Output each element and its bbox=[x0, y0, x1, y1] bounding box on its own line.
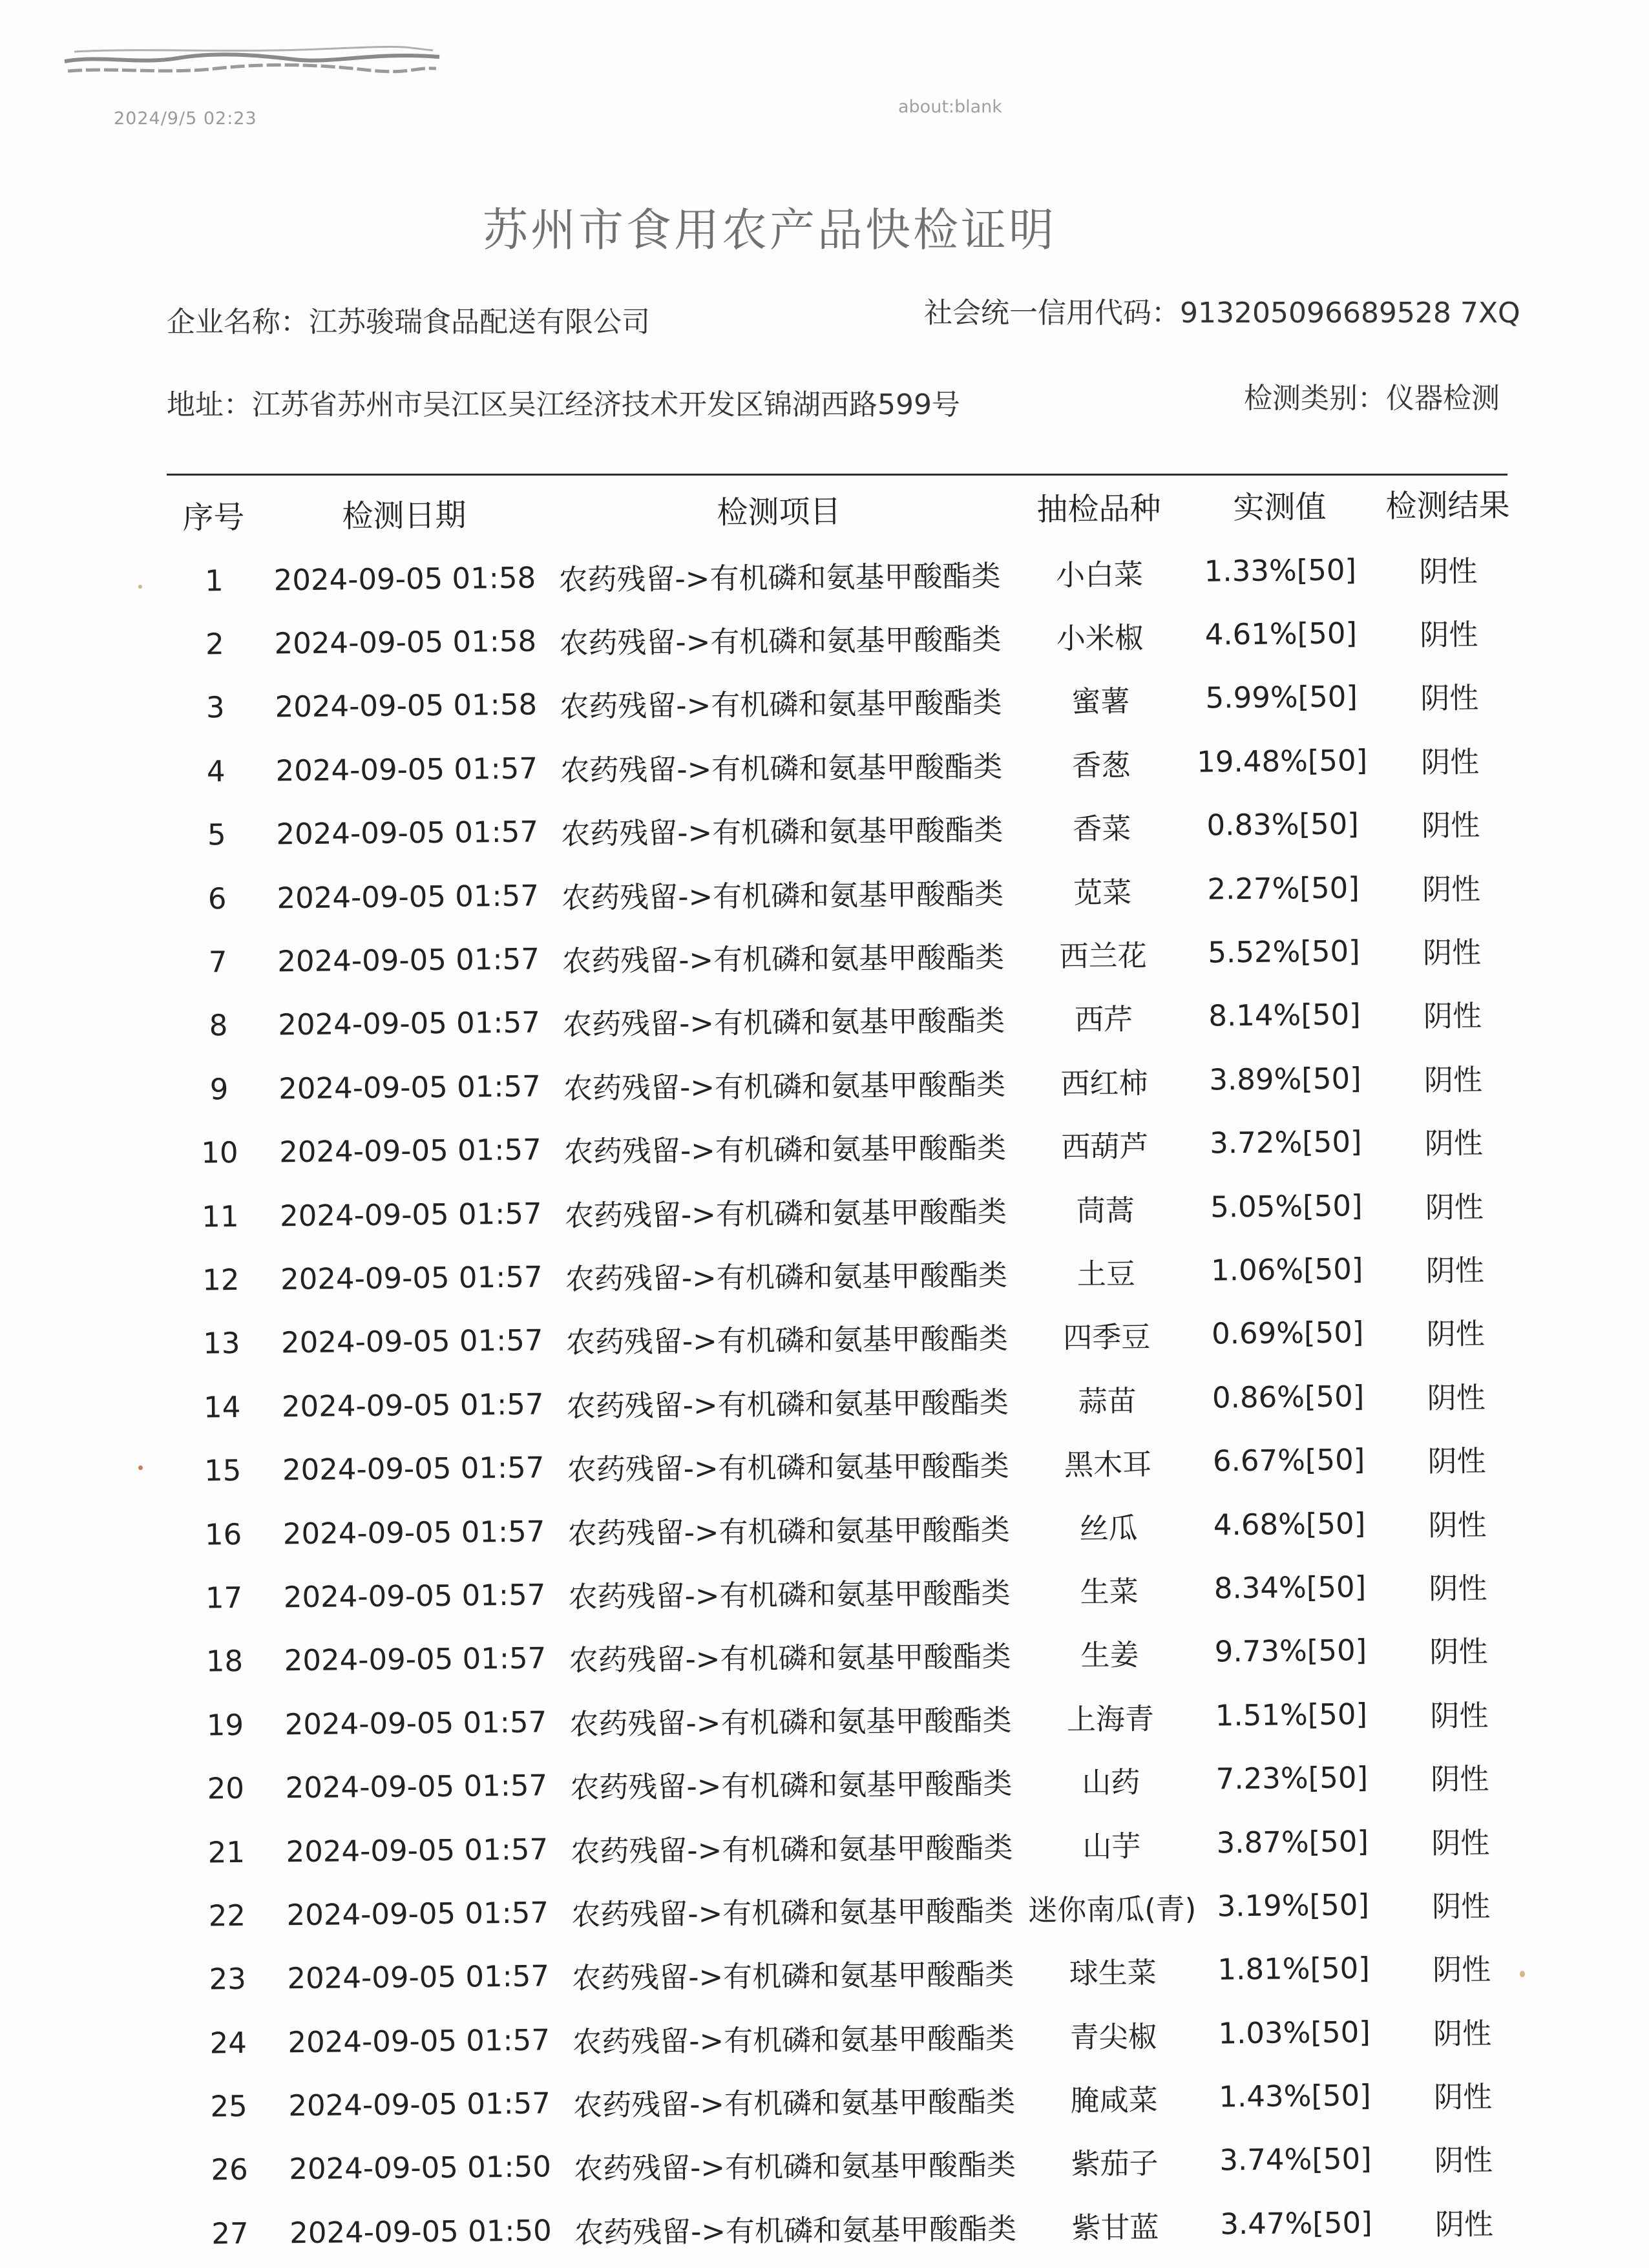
test-category-field bbox=[1244, 375, 1500, 416]
row-result: 阴性 bbox=[1430, 1698, 1489, 1734]
row-value: 1.06%[50] bbox=[1210, 1252, 1363, 1288]
row-variety: 山芋 bbox=[1082, 1829, 1141, 1864]
row-date: 2024-09-05 01:57 bbox=[278, 1005, 541, 1042]
row-result: 阴性 bbox=[1425, 1253, 1485, 1288]
row-result: 阴性 bbox=[1422, 935, 1482, 971]
table-body bbox=[165, 536, 1539, 2266]
row-result: 阴性 bbox=[1421, 808, 1480, 843]
row-value: 1.03%[50] bbox=[1218, 2014, 1371, 2051]
row-item: 农药残留->有机磷和氨基甲酸酯类 bbox=[561, 812, 1003, 852]
row-value: 8.34%[50] bbox=[1213, 1570, 1367, 1606]
row-index: 8 bbox=[209, 1008, 228, 1043]
row-result: 阴性 bbox=[1426, 1316, 1486, 1352]
row-item: 农药残留->有机磷和氨基甲酸酯类 bbox=[572, 2084, 1016, 2123]
header-date: 检测日期 bbox=[342, 497, 467, 535]
row-index: 25 bbox=[210, 2088, 248, 2124]
row-item: 农药残留->有机磷和氨基甲酸酯类 bbox=[572, 2021, 1015, 2059]
row-variety: 蒜苗 bbox=[1078, 1383, 1137, 1419]
row-variety: 小白菜 bbox=[1055, 557, 1144, 593]
row-value: 5.52%[50] bbox=[1208, 934, 1360, 970]
row-index: 13 bbox=[202, 1326, 240, 1361]
row-variety: 丝瓜 bbox=[1079, 1511, 1138, 1546]
row-item: 农药残留->有机磷和氨基甲酸酯类 bbox=[561, 876, 1004, 915]
row-index: 23 bbox=[209, 1962, 247, 1997]
row-date: 2024-09-05 01:57 bbox=[285, 1768, 548, 1805]
row-result: 阴性 bbox=[1433, 2016, 1492, 2051]
row-date: 2024-09-05 01:57 bbox=[279, 1196, 542, 1233]
row-variety: 西兰花 bbox=[1059, 938, 1147, 974]
row-index: 3 bbox=[205, 690, 225, 725]
row-date: 2024-09-05 01:57 bbox=[284, 1705, 547, 1742]
row-index: 12 bbox=[202, 1262, 240, 1297]
row-result: 阴性 bbox=[1433, 2079, 1493, 2115]
credit-code-value: 913205096689528 7XQ bbox=[1180, 297, 1520, 330]
row-date: 2024-09-05 01:57 bbox=[275, 751, 538, 788]
row-result: 阴性 bbox=[1425, 1190, 1484, 1224]
row-item: 农药残留->有机磷和氨基甲酸酯类 bbox=[573, 2147, 1016, 2187]
row-value: 6.67%[50] bbox=[1212, 1442, 1365, 1478]
row-result: 阴性 bbox=[1431, 1761, 1489, 1797]
row-variety: 茼蒿 bbox=[1076, 1193, 1135, 1228]
row-date: 2024-09-05 01:57 bbox=[281, 1387, 544, 1424]
row-index: 18 bbox=[205, 1644, 244, 1679]
row-value: 5.99%[50] bbox=[1205, 679, 1358, 716]
header-variety: 抽检品种 bbox=[1036, 490, 1161, 529]
row-date: 2024-09-05 01:57 bbox=[277, 941, 540, 979]
scan-speck bbox=[138, 1465, 143, 1470]
row-item: 农药残留->有机磷和氨基甲酸酯类 bbox=[571, 1893, 1014, 1932]
row-item: 农药残留->有机磷和氨基甲酸酯类 bbox=[565, 1321, 1009, 1360]
row-value: 0.86%[50] bbox=[1212, 1379, 1365, 1415]
row-date: 2024-09-05 01:57 bbox=[287, 1958, 550, 1996]
row-index: 24 bbox=[209, 2025, 247, 2061]
row-value: 2.27%[50] bbox=[1207, 870, 1360, 907]
print-url: about:blank bbox=[898, 97, 1002, 117]
row-date: 2024-09-05 01:57 bbox=[280, 1323, 543, 1360]
row-result: 阴性 bbox=[1431, 1889, 1491, 1924]
row-value: 3.47%[50] bbox=[1220, 2205, 1372, 2242]
row-variety: 紫甘蓝 bbox=[1071, 2210, 1159, 2245]
row-date: 2024-09-05 01:58 bbox=[273, 560, 536, 598]
row-item: 农药残留->有机磷和氨基甲酸酯类 bbox=[562, 1003, 1005, 1042]
row-variety: 山药 bbox=[1082, 1765, 1140, 1800]
row-variety: 四季豆 bbox=[1063, 1319, 1151, 1356]
row-value: 4.68%[50] bbox=[1213, 1506, 1366, 1542]
document-title: 苏州市食用农产品快检证明 bbox=[483, 204, 1056, 257]
row-result: 阴性 bbox=[1428, 1507, 1487, 1542]
row-value: 3.74%[50] bbox=[1219, 2141, 1372, 2178]
row-result: 阴性 bbox=[1432, 1952, 1491, 1988]
row-result: 阴性 bbox=[1434, 2207, 1494, 2242]
row-index: 9 bbox=[209, 1071, 229, 1107]
row-value: 1.43%[50] bbox=[1219, 2078, 1371, 2114]
row-index: 21 bbox=[207, 1834, 246, 1869]
row-value: 3.87%[50] bbox=[1216, 1823, 1369, 1860]
row-value: 0.83%[50] bbox=[1206, 806, 1360, 843]
row-date: 2024-09-05 01:57 bbox=[286, 1895, 549, 1933]
row-result: 阴性 bbox=[1423, 1062, 1483, 1098]
company-label: 企业名称： bbox=[167, 306, 309, 339]
row-variety: 上海青 bbox=[1066, 1701, 1155, 1737]
scan-speck bbox=[138, 585, 142, 589]
row-value: 1.33%[50] bbox=[1204, 552, 1357, 589]
header-value: 实测值 bbox=[1233, 488, 1327, 527]
row-item: 农药残留->有机磷和氨基甲酸酯类 bbox=[560, 749, 1003, 788]
row-index: 16 bbox=[204, 1517, 242, 1552]
header-result: 检测结果 bbox=[1385, 487, 1510, 525]
row-item: 农药残留->有机磷和氨基甲酸酯类 bbox=[567, 1512, 1010, 1551]
row-result: 阴性 bbox=[1420, 617, 1478, 653]
row-variety: 香菜 bbox=[1072, 811, 1131, 846]
row-item: 农药残留->有机磷和氨基甲酸酯类 bbox=[563, 1067, 1006, 1106]
address-field bbox=[167, 381, 960, 423]
row-value: 7.23%[50] bbox=[1215, 1760, 1369, 1796]
row-index: 15 bbox=[204, 1453, 242, 1488]
row-value: 8.14%[50] bbox=[1208, 997, 1361, 1033]
credit-code-field bbox=[924, 289, 1520, 331]
row-index: 27 bbox=[211, 2216, 249, 2251]
header-item: 检测项目 bbox=[717, 493, 841, 531]
row-index: 10 bbox=[201, 1135, 238, 1170]
row-item: 农药残留->有机磷和氨基甲酸酯类 bbox=[574, 2211, 1017, 2250]
row-value: 3.19%[50] bbox=[1217, 1887, 1370, 1924]
row-item: 农药残留->有机磷和氨基甲酸酯类 bbox=[559, 622, 1002, 661]
row-date: 2024-09-05 01:57 bbox=[288, 2086, 551, 2123]
row-variety: 生菜 bbox=[1080, 1574, 1139, 1610]
row-item: 农药残留->有机磷和氨基甲酸酯类 bbox=[565, 1257, 1008, 1297]
row-result: 阴性 bbox=[1431, 1825, 1490, 1860]
row-date: 2024-09-05 01:57 bbox=[277, 878, 540, 916]
row-result: 阴性 bbox=[1422, 872, 1481, 907]
row-item: 农药残留->有机磷和氨基甲酸酯类 bbox=[560, 686, 1002, 724]
row-value: 0.69%[50] bbox=[1211, 1315, 1364, 1351]
row-result: 阴性 bbox=[1434, 2143, 1493, 2178]
row-item: 农药残留->有机磷和氨基甲酸酯类 bbox=[569, 1639, 1011, 1678]
table-row bbox=[182, 2189, 1539, 2266]
row-variety: 西红柿 bbox=[1060, 1066, 1148, 1101]
row-result: 阴性 bbox=[1427, 1444, 1486, 1479]
address-label: 地址： bbox=[167, 388, 252, 421]
row-value: 9.73%[50] bbox=[1214, 1633, 1367, 1669]
row-index: 11 bbox=[202, 1199, 239, 1234]
row-variety: 香葱 bbox=[1072, 748, 1131, 783]
row-value: 5.05%[50] bbox=[1210, 1188, 1363, 1224]
header-index: 序号 bbox=[182, 499, 245, 536]
row-result: 阴性 bbox=[1420, 680, 1479, 716]
row-result: 阴性 bbox=[1420, 744, 1480, 780]
row-item: 农药残留->有机磷和氨基甲酸酯类 bbox=[563, 1130, 1007, 1170]
row-index: 5 bbox=[207, 817, 226, 852]
company-name: 江苏骏瑞食品配送有限公司 bbox=[309, 306, 650, 339]
row-index: 6 bbox=[207, 881, 227, 916]
row-variety: 紫茄子 bbox=[1071, 2146, 1159, 2182]
row-date: 2024-09-05 01:50 bbox=[289, 2213, 552, 2251]
row-variety: 苋菜 bbox=[1073, 875, 1132, 910]
row-date: 2024-09-05 01:57 bbox=[284, 1641, 547, 1678]
row-date: 2024-09-05 01:57 bbox=[283, 1577, 546, 1615]
row-variety: 西葫芦 bbox=[1061, 1129, 1149, 1164]
row-item: 农药残留->有机磷和氨基甲酸酯类 bbox=[564, 1194, 1007, 1233]
row-date: 2024-09-05 01:57 bbox=[280, 1259, 543, 1297]
row-variety: 球生菜 bbox=[1069, 1955, 1157, 1991]
row-date: 2024-09-05 01:57 bbox=[276, 814, 539, 852]
inspection-table bbox=[165, 468, 1539, 2266]
row-variety: 小米椒 bbox=[1056, 620, 1144, 656]
scan-speck bbox=[1520, 1971, 1525, 1977]
row-item: 农药残留->有机磷和氨基甲酸酯类 bbox=[569, 1703, 1012, 1741]
row-date: 2024-09-05 01:50 bbox=[289, 2149, 552, 2187]
row-index: 4 bbox=[206, 753, 226, 789]
row-item: 农药残留->有机磷和氨基甲酸酯类 bbox=[571, 1830, 1013, 1869]
row-variety: 西芹 bbox=[1074, 1002, 1133, 1037]
row-value: 19.48%[50] bbox=[1197, 743, 1368, 779]
row-date: 2024-09-05 01:57 bbox=[288, 2022, 551, 2059]
row-value: 1.51%[50] bbox=[1215, 1696, 1368, 1733]
row-date: 2024-09-05 01:57 bbox=[282, 1450, 545, 1487]
redacted-scribble bbox=[61, 39, 443, 84]
row-result: 阴性 bbox=[1424, 1126, 1484, 1161]
print-timestamp: 2024/9/5 02:23 bbox=[114, 109, 257, 129]
row-variety: 蜜薯 bbox=[1071, 684, 1130, 720]
credit-code-label: 社会统一信用代码： bbox=[924, 297, 1180, 330]
row-item: 农药残留->有机磷和氨基甲酸酯类 bbox=[558, 558, 1001, 597]
row-item: 农药残留->有机磷和氨基甲酸酯类 bbox=[567, 1448, 1009, 1487]
row-index: 22 bbox=[208, 1898, 246, 1933]
row-index: 26 bbox=[211, 2152, 248, 2187]
row-index: 14 bbox=[203, 1389, 241, 1425]
address-value: 江苏省苏州市吴江区吴江经济技术开发区锦湖西路599号 bbox=[252, 388, 960, 421]
row-index: 7 bbox=[208, 945, 227, 980]
row-result: 阴性 bbox=[1429, 1634, 1488, 1670]
row-result: 阴性 bbox=[1427, 1380, 1486, 1416]
row-variety: 腌咸菜 bbox=[1070, 2083, 1158, 2118]
row-date: 2024-09-05 01:58 bbox=[274, 624, 537, 661]
row-item: 农药残留->有机磷和氨基甲酸酯类 bbox=[570, 1766, 1013, 1805]
row-index: 19 bbox=[206, 1707, 244, 1743]
row-item: 农药残留->有机磷和氨基甲酸酯类 bbox=[568, 1575, 1011, 1615]
row-item: 农药残留->有机磷和氨基甲酸酯类 bbox=[572, 1957, 1014, 1996]
row-result: 阴性 bbox=[1423, 998, 1482, 1034]
row-date: 2024-09-05 01:57 bbox=[282, 1513, 545, 1551]
row-variety: 青尖椒 bbox=[1069, 2019, 1157, 2055]
table-header-row bbox=[165, 468, 1522, 549]
row-index: 1 bbox=[204, 563, 224, 598]
row-index: 2 bbox=[205, 627, 224, 662]
row-item: 农药残留->有机磷和氨基甲酸酯类 bbox=[566, 1385, 1009, 1423]
row-value: 4.61%[50] bbox=[1204, 616, 1358, 652]
row-value: 3.72%[50] bbox=[1209, 1124, 1362, 1160]
row-index: 20 bbox=[207, 1771, 245, 1806]
row-result: 阴性 bbox=[1429, 1571, 1487, 1606]
row-value: 1.81%[50] bbox=[1217, 1951, 1371, 1987]
test-category-label: 检测类别： bbox=[1244, 382, 1386, 415]
row-date: 2024-09-05 01:57 bbox=[286, 1831, 549, 1869]
row-date: 2024-09-05 01:58 bbox=[275, 687, 538, 724]
company-field bbox=[167, 299, 650, 340]
row-date: 2024-09-05 01:57 bbox=[278, 1069, 541, 1106]
row-date: 2024-09-05 01:57 bbox=[278, 1132, 541, 1170]
row-index: 17 bbox=[205, 1580, 243, 1615]
row-value: 3.89%[50] bbox=[1209, 1061, 1361, 1097]
row-variety: 迷你南瓜(青) bbox=[1027, 1891, 1197, 1928]
row-variety: 黑木耳 bbox=[1064, 1447, 1152, 1482]
row-item: 农药残留->有机磷和氨基甲酸酯类 bbox=[562, 940, 1005, 979]
row-result: 阴性 bbox=[1419, 554, 1478, 589]
row-variety: 生姜 bbox=[1080, 1637, 1139, 1673]
test-category-value: 仪器检测 bbox=[1386, 382, 1500, 415]
row-variety: 土豆 bbox=[1077, 1256, 1136, 1292]
